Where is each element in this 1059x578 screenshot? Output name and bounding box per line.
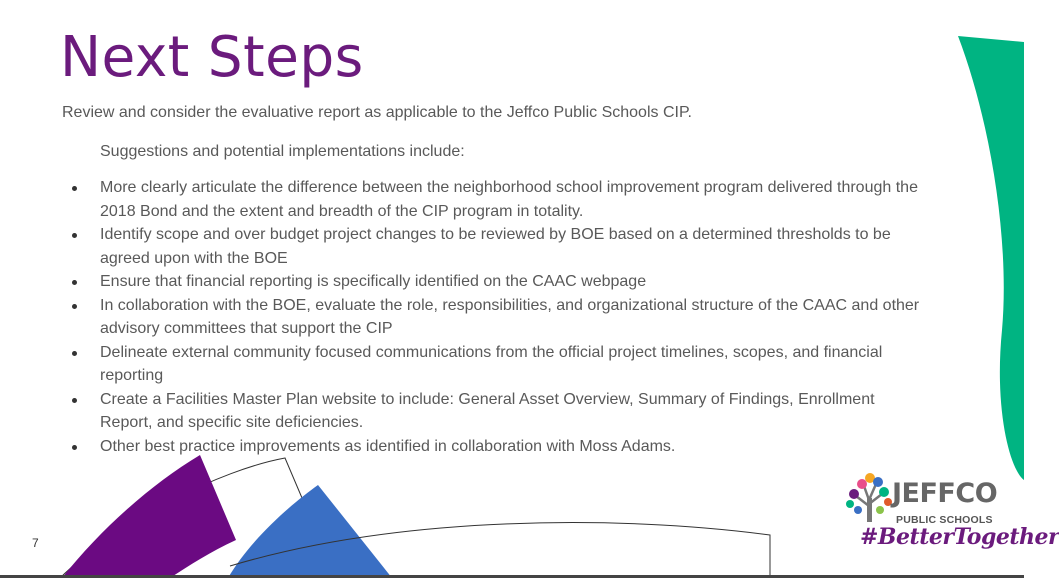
slide-title: Next Steps [60,25,364,90]
green-arc [958,36,1024,480]
bullet-text: Other best practice improvements as identified in collaboration with Moss Adams. [100,437,676,455]
bullet-text: In collaboration with the BOE, evaluate the role, responsibilities, and organizational structure of the CAAC and other advisory committees that support the CIP [100,296,920,337]
bullet-dot-icon [72,351,77,356]
bullet-text: Delineate external community focused communications from the official project timelines, scopes, and financial reporting [100,343,883,384]
page-number: 7 [32,536,39,550]
bullet-text: More clearly articulate the difference between the neighborhood school improvement program delivered through the 2018 Bond and the extent and breadth of the CIP program in totality. [100,179,918,220]
intro-text: Suggestions and potential implementations include: [100,143,465,160]
jeffco-logo [840,470,1059,560]
bullet-dot-icon [72,280,77,285]
bullet-item [60,435,930,459]
bullet-item [60,388,930,435]
bullet-text: Create a Facilities Master Plan website to include: General Asset Overview, Summary of Findings, Enrollment Report, and specific site deficiencies. [100,390,875,431]
logo-subtitle: PUBLIC SCHOOLS [896,514,993,526]
bullet-dot-icon [72,445,77,450]
bullet-item [60,176,930,223]
logo-tagline: #BetterTogether [860,524,1059,550]
bullet-text: Identify scope and over budget project changes to be reviewed by BOE based on a determined thresholds to be agreed upon with the BOE [100,226,891,267]
blue-arc [228,485,392,578]
bullet-item [60,341,930,388]
bullet-item [60,270,930,294]
logo-name: JEFFCO [892,478,998,509]
bullet-list [60,176,930,458]
bullet-dot-icon [72,186,77,191]
slide-subtitle: Review and consider the evaluative report as applicable to the Jeffco Public Schools CIP. [62,104,692,121]
bullet-text: Ensure that financial reporting is specifically identified on the CAAC webpage [100,273,647,290]
purple-arc [62,455,236,578]
bullet-item [60,223,930,270]
bullet-item [60,294,930,341]
bullet-dot-icon [72,233,77,238]
bullet-dot-icon [72,398,77,403]
tree-icon [840,470,900,530]
bullet-dot-icon [72,304,77,309]
